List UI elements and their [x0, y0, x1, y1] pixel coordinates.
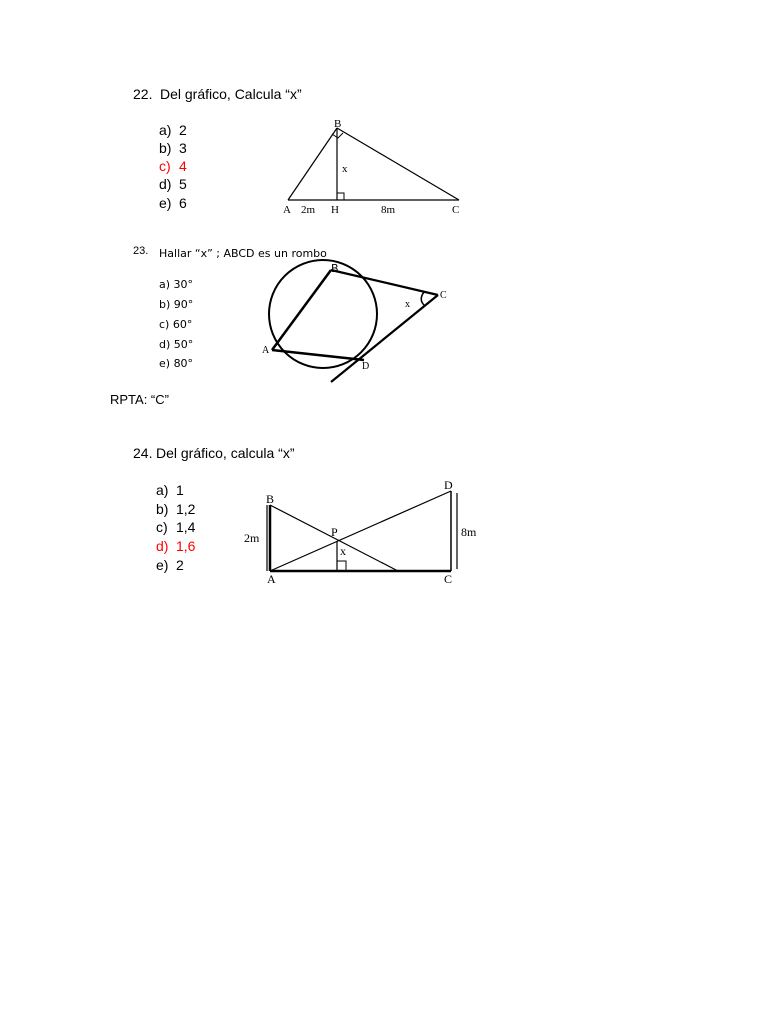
q22-option-d: d) 5	[159, 176, 187, 192]
q24-option-c: c) 1,4	[156, 519, 196, 535]
label-x: x	[405, 299, 410, 310]
question-22-title: Del gráfico, Calcula “x”	[160, 86, 302, 102]
tangent-CD	[331, 295, 438, 382]
label-x: x	[340, 544, 346, 558]
question-23-number: 23.	[133, 245, 149, 257]
q23-option-e: e) 80°	[159, 357, 194, 370]
question-24-number: 24.	[133, 445, 153, 461]
question-23-title: Hallar “x” ; ABCD es un rombo	[159, 247, 327, 260]
q23-option-c: c) 60°	[159, 318, 193, 331]
q22-option-b: b) 3	[159, 140, 187, 156]
q24-option-e: e) 2	[156, 557, 184, 573]
q23-circle-rhombus-figure	[255, 258, 460, 390]
label-B: B	[331, 262, 339, 275]
line-AD	[270, 491, 451, 571]
angle-arc-C	[421, 292, 425, 306]
q24-option-a: a) 1	[156, 482, 184, 498]
label-C: C	[440, 290, 447, 301]
label-D: D	[362, 361, 370, 372]
q23-option-d: d) 50°	[159, 338, 194, 351]
q24-option-b: b) 1,2	[156, 501, 196, 517]
question-24-title: Del gráfico, calcula “x”	[156, 445, 295, 461]
label-A: A	[283, 204, 291, 216]
side-AB	[288, 128, 337, 200]
q23-option-a: a) 30°	[159, 278, 194, 291]
right-angle-mark	[337, 561, 346, 571]
label-H: H	[331, 204, 339, 216]
label-2m: 2m	[244, 531, 260, 545]
q22-right-triangle-figure	[276, 114, 472, 220]
label-8m: 8m	[461, 525, 477, 539]
label-B: B	[266, 492, 275, 506]
label-x: x	[342, 163, 348, 175]
q22-option-a: a) 2	[159, 122, 187, 138]
label-A: A	[262, 345, 270, 356]
side-BC	[337, 128, 459, 200]
label-D: D	[444, 478, 453, 492]
side-AD	[272, 350, 364, 360]
question-22-number: 22.	[133, 86, 153, 102]
side-AB	[272, 270, 331, 350]
q22-option-c-correct: c) 4	[159, 158, 187, 174]
label-8m: 8m	[381, 204, 396, 216]
label-C: C	[452, 204, 460, 216]
label-P: P	[331, 525, 338, 539]
label-2m: 2m	[301, 204, 316, 216]
label-B: B	[334, 118, 342, 130]
q23-option-b: b) 90°	[159, 298, 194, 311]
q24-option-d-correct: d) 1,6	[156, 538, 196, 554]
q23-answer: RPTA: “C”	[110, 392, 169, 407]
q22-option-e: e) 6	[159, 195, 187, 211]
right-angle-mark-H	[337, 193, 344, 200]
tangent-BC	[331, 270, 438, 295]
q24-poles-figure	[240, 475, 495, 587]
label-C: C	[444, 572, 453, 586]
label-A: A	[267, 572, 276, 586]
